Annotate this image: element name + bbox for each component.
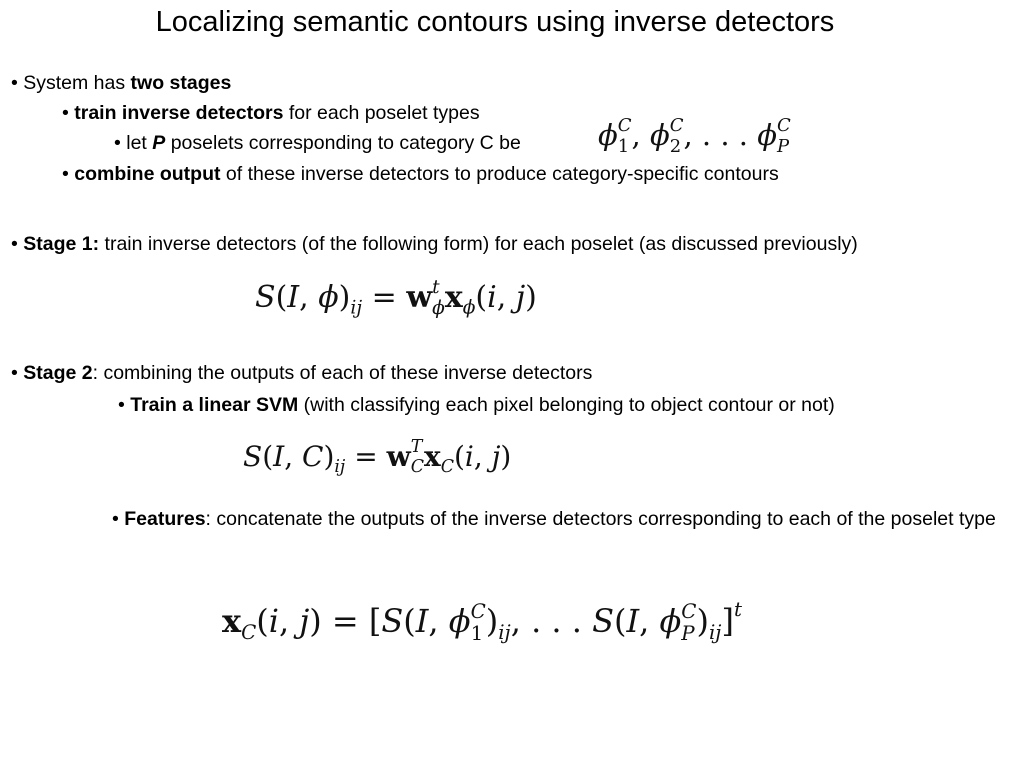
equation-features: $x_C(i$, j) = [S(I, ϕ C 1 )$_{ij}$, . . . S(I, ϕ C P )$_{ij}]^t$: [222, 598, 742, 646]
bullet-mark: •: [11, 233, 18, 255]
bullet-mark: •: [118, 394, 125, 416]
bullet-train-inverse-detectors: [62, 98, 480, 128]
bullet-let-p-poselets: [114, 128, 521, 158]
bullet-text: poselets corresponding to category C be: [165, 132, 521, 154]
bullet-text: System has: [23, 72, 131, 94]
bullet-text: train inverse detectors (of the following form) for each poselet (as discussed previously): [99, 233, 858, 255]
bullet-text: of these inverse detectors to produce category-specific contours: [220, 163, 779, 185]
bullet-bold: two stages: [130, 72, 232, 94]
bullet-stage-1: [11, 229, 1001, 259]
bullet-text: for each poselet types: [283, 102, 480, 124]
bullet-mark: •: [62, 163, 69, 185]
bullet-bold-italic: P: [152, 132, 166, 154]
bullet-text: (with classifying each pixel belonging to object contour or not): [298, 394, 835, 416]
bullet-mark: •: [11, 72, 18, 94]
bullet-bold: combine output: [74, 163, 221, 185]
bullet-text: : concatenate the outputs of the inverse detectors corresponding to each of the poselet type: [205, 508, 996, 530]
equation-poselet-sequence: ϕ C 1 , ϕ C 2 , . . . ϕ C P: [598, 115, 791, 157]
bullet-features: [112, 504, 997, 534]
bullet-bold: Stage 2: [23, 362, 93, 384]
bullet-combine-output: [62, 159, 779, 189]
equation-stage-2: S(I, $C)_{ij} = w$ T C $x_C(i$, j): [243, 437, 512, 478]
bullet-mark: •: [114, 132, 121, 154]
bullet-mark: •: [112, 508, 119, 530]
bullet-mark: •: [11, 362, 18, 384]
bullet-bold: train inverse detectors: [74, 102, 284, 124]
bullet-train-linear-svm: [118, 390, 835, 420]
bullet-text: let: [126, 132, 153, 154]
slide-title: Localizing semantic contours using inverse detectors: [155, 6, 835, 38]
bullet-text: : combining the outputs of each of these inverse detectors: [92, 362, 593, 384]
bullet-stage-2: [11, 358, 592, 388]
bullet-bold: Features: [124, 508, 206, 530]
bullet-bold: Train a linear SVM: [130, 394, 299, 416]
bullet-system-stages: [11, 68, 231, 98]
bullet-mark: •: [62, 102, 69, 124]
bullet-bold: Stage 1:: [23, 233, 100, 255]
equation-stage-1: S(I, $\phi)_{ij} = w$ t ϕ $x_\phi(i$, j): [255, 276, 537, 319]
